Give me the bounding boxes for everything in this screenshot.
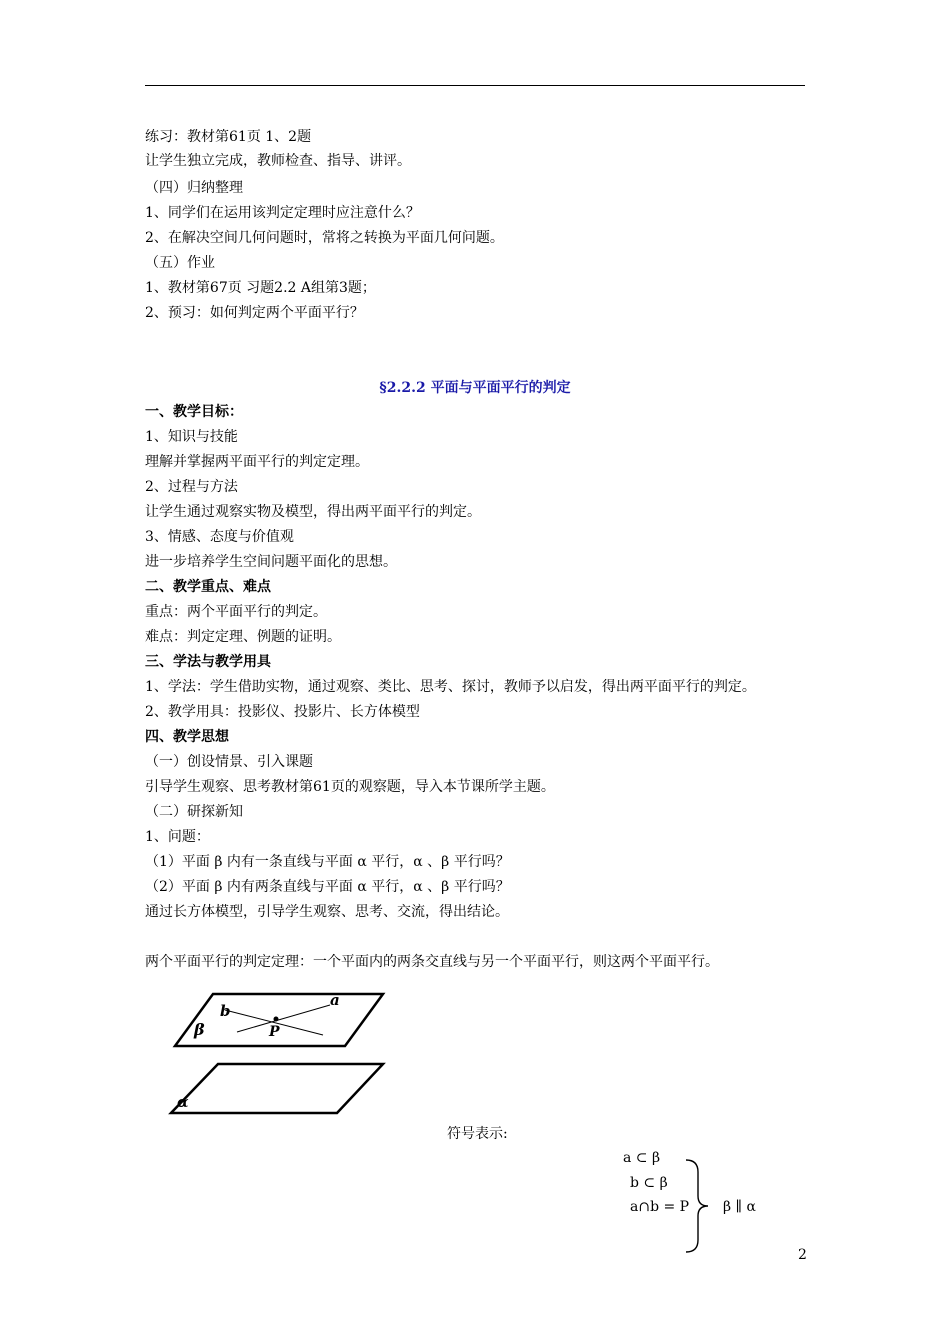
text-line: 2、预习：如何判定两个平面平行？ bbox=[145, 305, 364, 321]
text-line: 2、过程与方法 bbox=[145, 479, 238, 495]
text-line: 进一步培养学生空间问题平面化的思想。 bbox=[145, 554, 397, 570]
label-p: P bbox=[269, 1024, 280, 1040]
section-heading: 四、教学思想 bbox=[145, 729, 229, 745]
section-heading: 二、教学重点、难点 bbox=[145, 579, 271, 595]
text-line: 通过长方体模型，引导学生观察、思考、交流，得出结论。 bbox=[145, 904, 509, 920]
text-line: （1）平面 β 内有一条直线与平面 α 平行，α 、β 平行吗？ bbox=[145, 854, 510, 870]
section-heading: 三、学法与教学用具 bbox=[145, 654, 271, 670]
text-line: 2、在解决空间几何问题时，常将之转换为平面几何问题。 bbox=[145, 230, 504, 246]
parallel-planes-figure bbox=[165, 985, 395, 1120]
text-line: （五）作业 bbox=[145, 255, 215, 271]
text-line: （四）归纳整理 bbox=[145, 180, 243, 196]
line-a bbox=[237, 1005, 330, 1032]
text-line: 1、学法：学生借助实物，通过观察、类比、思考、探讨，教师予以启发，得出两平面平行的判定。 bbox=[145, 679, 756, 695]
text-line: 1、知识与技能 bbox=[145, 429, 238, 445]
text-line: （一）创设情景、引入课题 bbox=[145, 754, 313, 770]
section-heading: 一、教学目标： bbox=[145, 404, 243, 420]
symbol-line-1: a ⊂ β bbox=[623, 1150, 661, 1166]
label-alpha: α bbox=[177, 1093, 189, 1111]
text-line: 3、情感、态度与价值观 bbox=[145, 529, 294, 545]
text-line: 1、教材第67页 习题2.2 A组第3题； bbox=[145, 280, 376, 296]
text-line: 1、同学们在运用该判定定理时应注意什么？ bbox=[145, 205, 420, 221]
text-line: 练习：教材第61页 1、2题 bbox=[145, 129, 312, 145]
header-rule bbox=[145, 85, 805, 86]
text-line: 2、教学用具：投影仪、投影片、长方体模型 bbox=[145, 704, 420, 720]
symbol-conclusion: β ∥ α bbox=[723, 1199, 756, 1215]
symbol-line-2: b ⊂ β bbox=[630, 1175, 668, 1191]
label-beta: β bbox=[194, 1020, 205, 1039]
brace-icon bbox=[682, 1158, 712, 1254]
plane-alpha-shape bbox=[171, 1064, 383, 1113]
label-b: b bbox=[220, 1002, 231, 1020]
symbol-line-3: a∩b = P bbox=[630, 1199, 690, 1215]
text-line: （二）研探新知 bbox=[145, 804, 243, 820]
text-line: 重点：两个平面平行的判定。 bbox=[145, 604, 327, 620]
text-line: 让学生独立完成，教师检查、指导、讲评。 bbox=[145, 153, 411, 169]
text-line: 1、问题： bbox=[145, 829, 210, 845]
text-line: 让学生通过观察实物及模型，得出两平面平行的判定。 bbox=[145, 504, 481, 520]
text-line: 理解并掌握两平面平行的判定定理。 bbox=[145, 454, 369, 470]
text-line: （2）平面 β 内有两条直线与平面 α 平行，α 、β 平行吗？ bbox=[145, 879, 510, 895]
point-p bbox=[274, 1017, 279, 1022]
text-line: 引导学生观察、思考教材第61页的观察题，导入本节课所学主题。 bbox=[145, 779, 555, 795]
label-a: a bbox=[330, 991, 340, 1009]
section-title: §2.2.2 平面与平面平行的判定 bbox=[379, 380, 571, 396]
symbol-heading: 符号表示: bbox=[447, 1126, 508, 1142]
text-line: 两个平面平行的判定定理：一个平面内的两条交直线与另一个平面平行，则这两个平面平行。 bbox=[145, 954, 719, 970]
text-line: 难点：判定定理、例题的证明。 bbox=[145, 629, 341, 645]
page-number: 2 bbox=[798, 1247, 807, 1263]
